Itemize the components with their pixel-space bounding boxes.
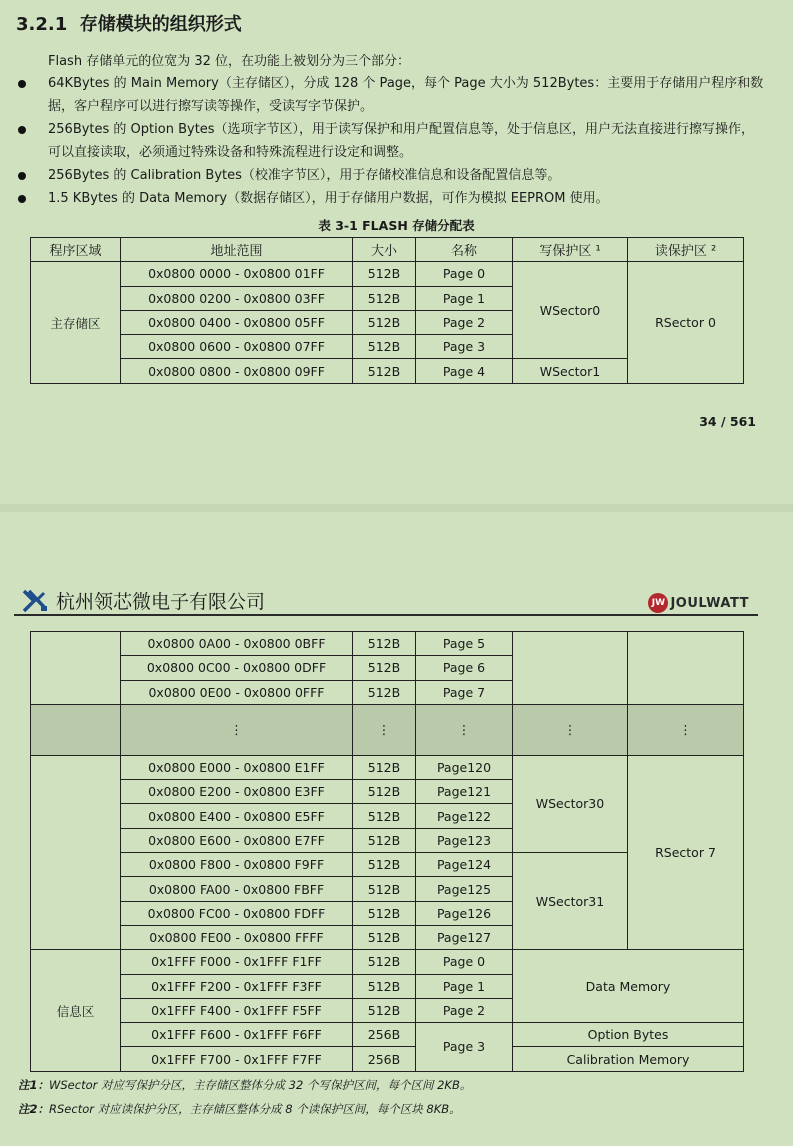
list-item: 64KBytes 的 Main Memory（主存储区），分成 128 个 Page，每个 Page 大小为 512Bytes：主要用于存储用户程序和数据，客户程序可以进行擦写读等操作，受读写字节保护。 xyxy=(14,72,764,118)
company-logo-icon xyxy=(22,588,50,614)
brand-badge-icon: JW xyxy=(648,593,668,613)
wsector1-cell: WSector1 xyxy=(513,359,628,383)
table-row: 0x0800 E200 - 0x0800 E3FF 512B Page121 xyxy=(31,780,744,804)
flash-table-part2 xyxy=(30,631,744,1072)
table-row: 信息区 0x1FFF F000 - 0x1FFF F1FF 512B Page 0 Data Memory xyxy=(31,950,744,974)
header-write-protect: 写保护区 ¹ xyxy=(513,238,628,262)
list-item: 256Bytes 的 Option Bytes（选项字节区），用于读写保护和用户配置信息等，处于信息区，用户无法直接进行擦写操作，可以直接读取，必须通过特殊设备和特殊流程进行设定和调整。 xyxy=(14,118,764,164)
footnote-1: 注1：WSector 对应写保护分区，主存储区整体分成 32 个写保护区间，每个区间 2KB。 xyxy=(18,1078,472,1092)
list-item: 1.5 KBytes 的 Data Memory（数据存储区），用于存储用户数据，可作为模拟 EEPROM 使用。 xyxy=(14,187,764,210)
table-row: 主存储区 0x0800 0000 - 0x0800 01FF 512B Page 0 WSector0 RSector 0 xyxy=(31,262,744,286)
ellipsis-cell: ⋮ xyxy=(416,704,513,755)
table-row: 0x0800 0200 - 0x0800 03FF 512B Page 1 xyxy=(31,286,744,310)
table-row: 0x0800 FA00 - 0x0800 FBFF 512B Page125 xyxy=(31,877,744,901)
brand-logo xyxy=(648,593,749,613)
table-row: 0x1FFF F600 - 0x1FFF F6FF 256B Page 3 Option Bytes xyxy=(31,1023,744,1047)
main-region-cont xyxy=(31,632,121,705)
bullet-dot-icon xyxy=(18,80,26,88)
intro-paragraph: Flash 存储单元的位宽为 32 位，在功能上被划分为三个部分： xyxy=(48,54,411,69)
page-number: 34 / 561 xyxy=(699,414,756,429)
list-item: 256Bytes 的 Calibration Bytes（校准字节区），用于存储校准信息和设备配置信息等。 xyxy=(14,164,764,187)
table-row: 0x0800 0E00 - 0x0800 0FFF 512B Page 7 xyxy=(31,680,744,704)
page-gap xyxy=(0,504,793,512)
table-row: 0x0800 E400 - 0x0800 E5FF 512B Page122 xyxy=(31,804,744,828)
rsector0-cont xyxy=(628,632,744,705)
table-row: 0x1FFF F400 - 0x1FFF F5FF 512B Page 2 xyxy=(31,998,744,1022)
company-logo xyxy=(22,587,265,614)
info-region-label: 信息区 xyxy=(31,950,121,1071)
table-row: 0x0800 F800 - 0x0800 F9FF 512B Page124 WSector31 xyxy=(31,853,744,877)
table-row: 0x0800 E600 - 0x0800 E7FF 512B Page123 xyxy=(31,828,744,852)
table-row: 0x0800 E000 - 0x0800 E1FF 512B Page120 WSector30 RSector 7 xyxy=(31,755,744,779)
table-row: 0x0800 0400 - 0x0800 05FF 512B Page 2 xyxy=(31,310,744,334)
wsector30-cell: WSector30 xyxy=(513,755,628,852)
table-row: 0x0800 0600 - 0x0800 07FF 512B Page 3 xyxy=(31,335,744,359)
footnote-2: 注2：RSector 对应读保护分区，主存储区整体分成 8 个读保护区间，每个区块 8KB。 xyxy=(18,1102,461,1116)
table-header-row xyxy=(31,238,744,262)
table-row: 0x0800 FE00 - 0x0800 FFFF 512B Page127 xyxy=(31,925,744,949)
data-memory-cell: Data Memory xyxy=(513,950,744,1023)
header-region: 程序区域 xyxy=(31,238,121,262)
bullet-dot-icon xyxy=(18,195,26,203)
bullet-dot-icon xyxy=(18,172,26,180)
table-row: 0x1FFF F200 - 0x1FFF F3FF 512B Page 1 xyxy=(31,974,744,998)
table-row: 0x1FFF F700 - 0x1FFF F7FF 256B Calibration Memory xyxy=(31,1047,744,1071)
header-size: 大小 xyxy=(353,238,416,262)
rsector7-cell: RSector 7 xyxy=(628,755,744,949)
header-name: 名称 xyxy=(416,238,513,262)
ellipsis-cell xyxy=(31,704,121,755)
ellipsis-cell: ⋮ xyxy=(121,704,353,755)
table-row: 0x0800 FC00 - 0x0800 FDFF 512B Page126 xyxy=(31,901,744,925)
rsector0-cell: RSector 0 xyxy=(628,262,744,383)
section-title: 存储模块的组织形式 xyxy=(79,14,242,35)
company-name: 杭州领芯微电子有限公司 xyxy=(56,591,266,613)
main-region-label: 主存储区 xyxy=(31,262,121,383)
ellipsis-cell: ⋮ xyxy=(353,704,416,755)
ellipsis-row xyxy=(31,704,744,755)
wsector1-cont xyxy=(513,632,628,705)
header-address: 地址范围 xyxy=(121,238,353,262)
section-number: 3.2.1 xyxy=(16,14,68,35)
main-region-cont xyxy=(31,755,121,949)
header-read-protect: 读保护区 ² xyxy=(628,238,744,262)
calibration-memory-cell: Calibration Memory xyxy=(513,1047,744,1071)
ellipsis-cell: ⋮ xyxy=(513,704,628,755)
table-row: 0x0800 0A00 - 0x0800 0BFF 512B Page 5 xyxy=(31,632,744,656)
table-row: 0x0800 0C00 - 0x0800 0DFF 512B Page 6 xyxy=(31,656,744,680)
option-bytes-cell: Option Bytes xyxy=(513,1023,744,1047)
header-rule xyxy=(14,614,758,616)
wsector31-cell: WSector31 xyxy=(513,853,628,950)
bullet-dot-icon xyxy=(18,126,26,134)
table-caption: 表 3-1 FLASH 存储分配表 xyxy=(318,218,475,233)
section-heading xyxy=(16,10,242,36)
bullet-list xyxy=(14,72,764,210)
flash-table-part1 xyxy=(30,237,744,384)
ellipsis-cell: ⋮ xyxy=(628,704,744,755)
wsector0-cell: WSector0 xyxy=(513,262,628,359)
table-row: 0x0800 0800 - 0x0800 09FF 512B Page 4 WSector1 xyxy=(31,359,744,383)
brand-name: JOULWATT xyxy=(670,595,749,611)
